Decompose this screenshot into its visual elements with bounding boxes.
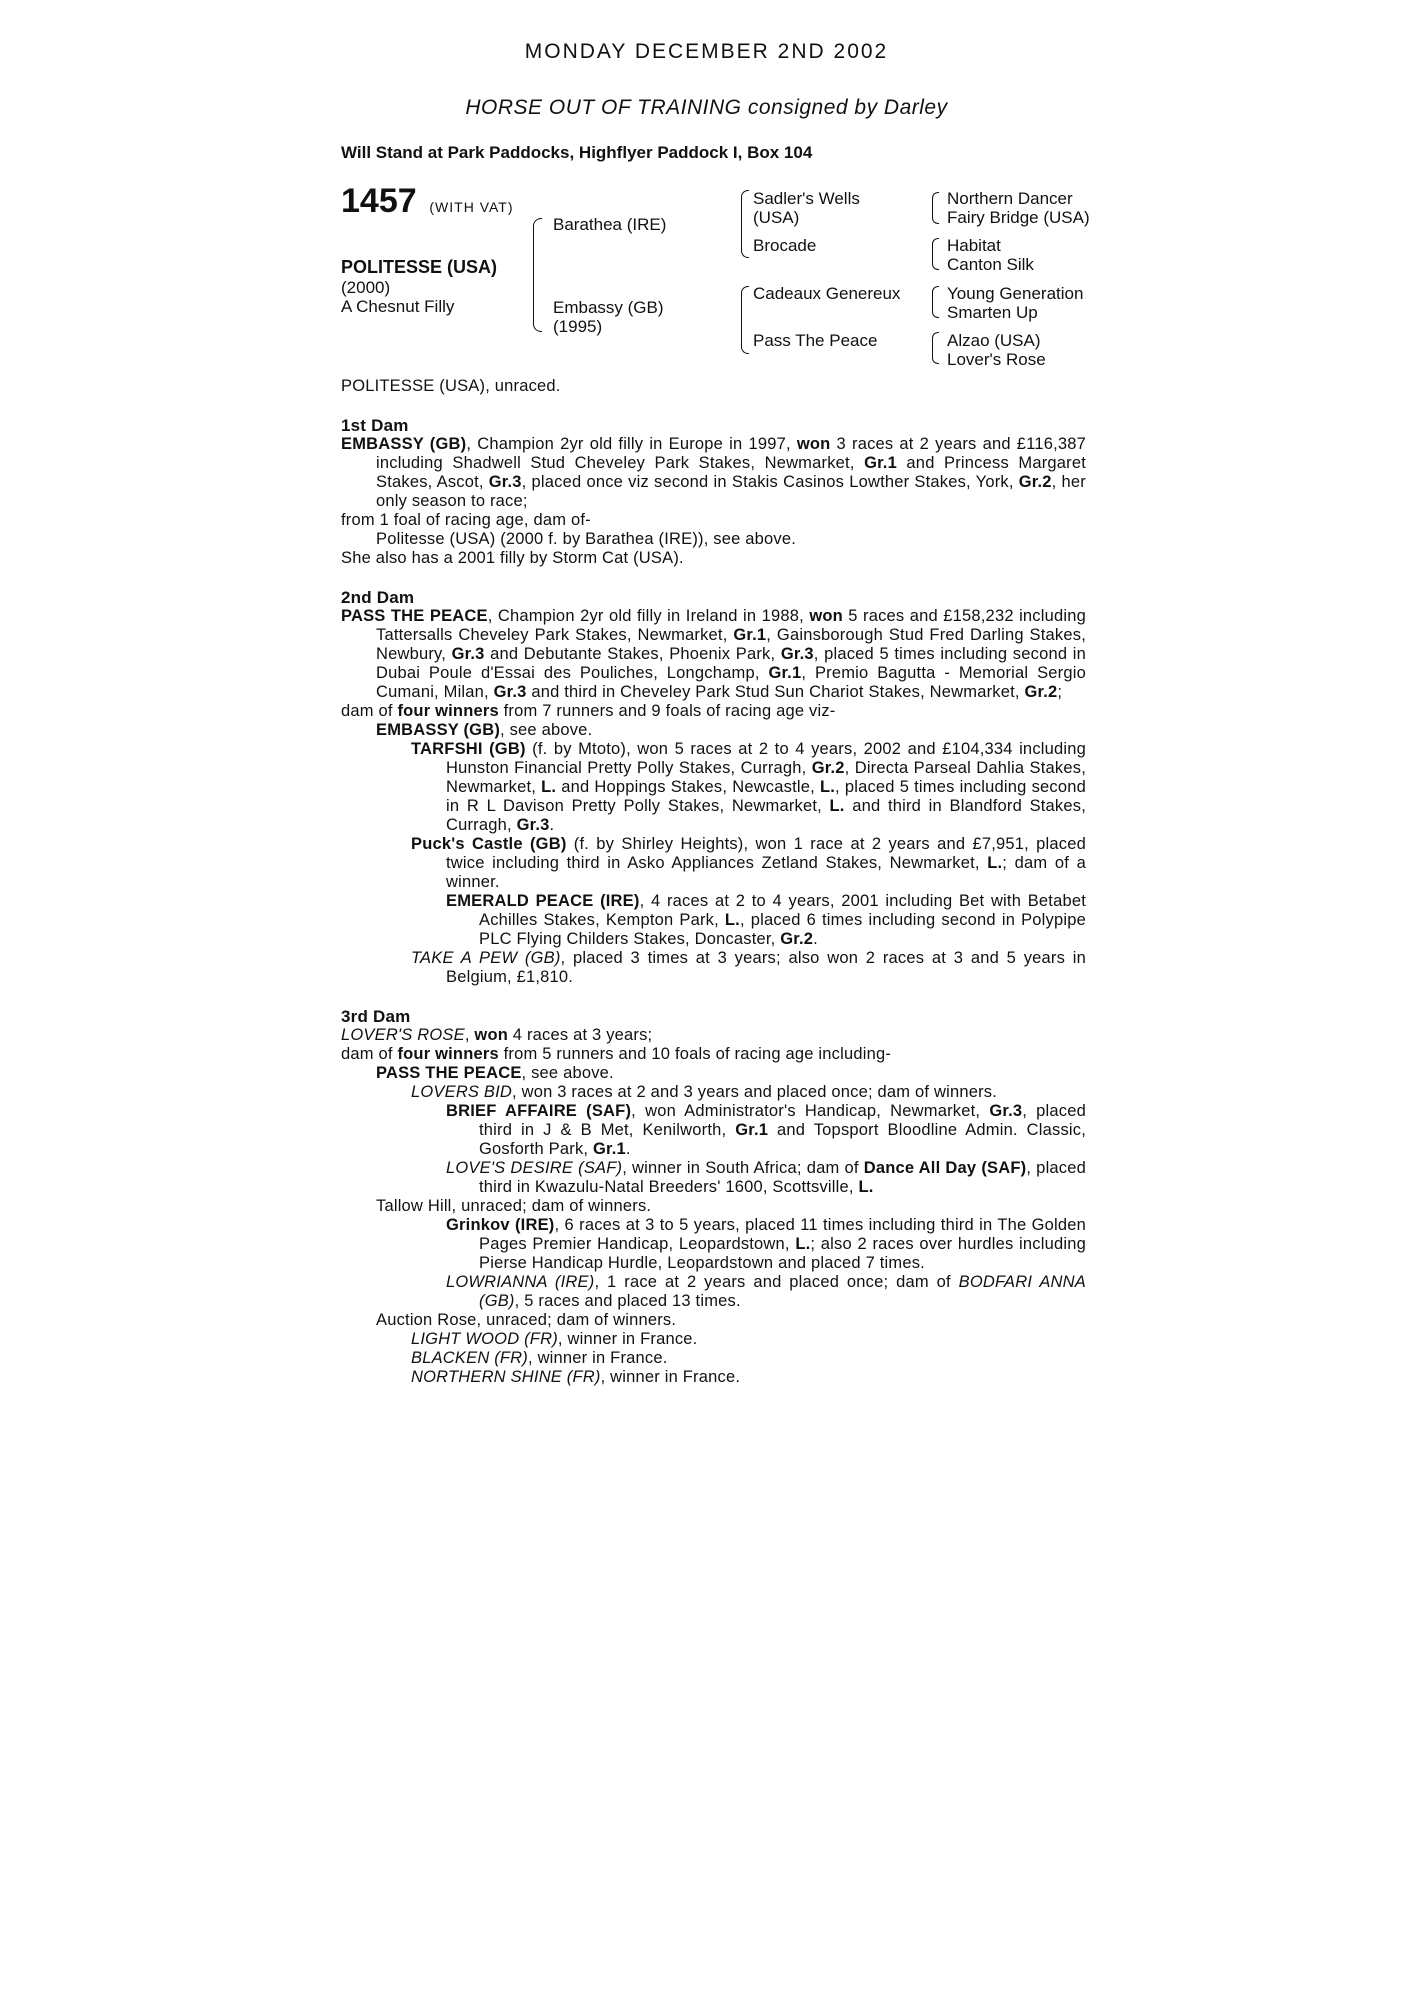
first-dam-foals: from 1 foal of racing age, dam of-	[341, 511, 591, 529]
produce-embassy: EMBASSY (GB), see above.	[376, 721, 593, 739]
pedigree-g6: Smarten Up	[947, 303, 1038, 322]
pedigree-notes	[341, 377, 1086, 1387]
produce-tallow-hill: Tallow Hill, unraced; dam of winners.	[376, 1197, 652, 1215]
horse-description: A Chesnut Filly	[341, 297, 455, 316]
pedigree-dam-year: (1995)	[553, 317, 603, 336]
pedigree-g8: Lover's Rose	[947, 350, 1046, 369]
second-dam-record: PASS THE PEACE, Champion 2yr old filly in Ireland in 1988, won 5 races and £158,232 including Tattersalls Cheveley Park Stakes, Newmarket, Gr.1, Gainsborough Stud Fred Darling Stakes, Newbury, Gr.3 and Debutante Stakes, Phoenix Park, Gr.3, placed 5 times including second in Dubai Poule d'Essai des Pouliches, Longchamp, Gr.1, Premio Bagutta - Memorial Sergio Cumani, Milan, Gr.3 and third in Cheveley Park Stud Sun Chariot Stakes, Newmarket, Gr.2;	[341, 607, 1087, 701]
pedigree-dam: Embassy (GB)	[553, 298, 664, 317]
horse-year: (2000)	[341, 278, 391, 297]
first-dam-name: EMBASSY (GB)	[341, 435, 467, 453]
produce-auction-rose: Auction Rose, unraced; dam of winners.	[376, 1311, 677, 1329]
third-dam-produce-summary: dam of four winners from 5 runners and 10 foals of racing age including-	[341, 1045, 892, 1063]
pedigree-g3: Habitat	[947, 236, 1001, 255]
pedigree-dam-sire: Cadeaux Genereux	[753, 284, 901, 303]
first-dam-produce: Politesse (USA) (2000 f. by Barathea (IRE)), see above.	[376, 530, 797, 548]
pedigree-g7: Alzao (USA)	[947, 331, 1041, 350]
pedigree-sire-sire-country: (USA)	[753, 208, 800, 227]
lot-number: 1457	[341, 182, 417, 220]
produce-lovers-bid: LOVERS BID, won 3 races at 2 and 3 years and placed once; dam of winners.	[411, 1083, 998, 1101]
produce-pass-the-peace: PASS THE PEACE, see above.	[376, 1064, 614, 1082]
produce-loves-desire: LOVE'S DESIRE (SAF), winner in South Africa; dam of Dance All Day (SAF), placed third in Kwazulu-Natal Breeders' 1600, Scottsville, L.	[446, 1159, 1087, 1196]
produce-brief-affaire: BRIEF AFFAIRE (SAF), won Administrator's Handicap, Newmarket, Gr.3, placed third in J & B Met, Kenilworth, Gr.1 and Topsport Bloodline Admin. Classic, Gosforth Park, Gr.1.	[446, 1102, 1086, 1158]
produce-northern-shine: NORTHERN SHINE (FR), winner in France.	[411, 1368, 741, 1386]
produce-pucks-castle: Puck's Castle (GB) (f. by Shirley Heights), won 1 race at 2 years and £7,951, placed twice including third in Asko Appliances Zetland Stakes, Newmarket, L.; dam of a winner.	[411, 835, 1086, 891]
third-dam-heading: 3rd Dam	[341, 1007, 411, 1026]
horse-name: POLITESSE (USA)	[341, 257, 498, 277]
produce-take-a-pew: TAKE A PEW (GB), placed 3 times at 3 years; also won 2 races at 3 and 5 years in Belgium, £1,810.	[411, 949, 1086, 986]
first-dam-heading: 1st Dam	[341, 416, 409, 435]
horse-summary: POLITESSE (USA), unraced.	[341, 377, 561, 395]
pedigree-brace-g1	[932, 192, 939, 224]
pedigree-sire: Barathea (IRE)	[553, 215, 667, 234]
third-dam-name: LOVER'S ROSE	[341, 1026, 465, 1044]
vat-note: (WITH VAT)	[429, 199, 514, 215]
stand-location: Will Stand at Park Paddocks, Highflyer Paddock I, Box 104	[341, 143, 813, 162]
produce-tarfshi: TARFSHI (GB) (f. by Mtoto), won 5 races at 2 to 4 years, 2002 and £104,334 including Hunston Financial Pretty Polly Stakes, Curragh, Gr.2, Directa Parseal Dahlia Stakes, Newmarket, L. and Hoppings Stakes, Newcastle, L., placed 5 times including second in R L Davison Pretty Polly Stakes, Newmarket, L. and third in Blandford Stakes, Curragh, Gr.3.	[411, 740, 1087, 834]
first-dam-record: EMBASSY (GB), Champion 2yr old filly in Europe in 1997, won 3 races at 2 years and £116,387 including Shadwell Stud Cheveley Park Stakes, Newmarket, Gr.1 and Princess Margaret Stakes, Ascot, Gr.3, placed once viz second in Stakis Casinos Lowther Stakes, York, Gr.2, her only season to race;	[341, 435, 1086, 510]
second-dam-name: PASS THE PEACE	[341, 607, 488, 625]
pedigree-sire-sire: Sadler's Wells	[753, 189, 860, 208]
pedigree-brace-main	[533, 218, 542, 332]
second-dam-heading: 2nd Dam	[341, 588, 415, 607]
produce-grinkov: Grinkov (IRE), 6 races at 3 to 5 years, placed 11 times including third in The Golden Pages Premier Handicap, Leopardstown, L.; also 2 races over hurdles including Pierse Handicap Hurdle, Leopardstown and placed 7 times.	[446, 1216, 1086, 1272]
lot-heading	[341, 182, 514, 220]
pedigree-g2: Fairy Bridge (USA)	[947, 208, 1090, 227]
pedigree-brace-g4	[932, 332, 939, 364]
pedigree-g5: Young Generation	[947, 284, 1084, 303]
produce-light-wood: LIGHT WOOD (FR), winner in France.	[411, 1330, 698, 1348]
pedigree-g4: Canton Silk	[947, 255, 1034, 274]
produce-lowrianna: LOWRIANNA (IRE), 1 race at 2 years and placed once; dam of BODFARI ANNA (GB), 5 races and placed 13 times.	[446, 1273, 1086, 1310]
pedigree-brace-g3	[932, 286, 939, 318]
produce-emerald-peace: EMERALD PEACE (IRE), 4 races at 2 to 4 years, 2001 including Bet with Betabet Achilles Stakes, Kempton Park, L., placed 6 times including second in Polypipe PLC Flying Childers Stakes, Doncaster, Gr.2.	[446, 892, 1086, 948]
pedigree-g1: Northern Dancer	[947, 189, 1073, 208]
pedigree-brace-g2	[932, 238, 939, 270]
pedigree-brace-sire	[741, 190, 749, 258]
pedigree-sire-dam: Brocade	[753, 236, 817, 255]
third-dam-record: LOVER'S ROSE, won 4 races at 3 years;	[341, 1026, 653, 1044]
pedigree-dam-dam: Pass The Peace	[753, 331, 878, 350]
first-dam-also: She also has a 2001 filly by Storm Cat (USA).	[341, 549, 684, 567]
pedigree-brace-dam	[741, 286, 749, 354]
second-dam-produce-summary: dam of four winners from 7 runners and 9 foals of racing age viz-	[341, 702, 836, 720]
consignment-line: HORSE OUT OF TRAINING consigned by Darley	[465, 96, 948, 119]
sale-date: MONDAY DECEMBER 2ND 2002	[524, 40, 889, 63]
produce-blacken: BLACKEN (FR), winner in France.	[411, 1349, 668, 1367]
